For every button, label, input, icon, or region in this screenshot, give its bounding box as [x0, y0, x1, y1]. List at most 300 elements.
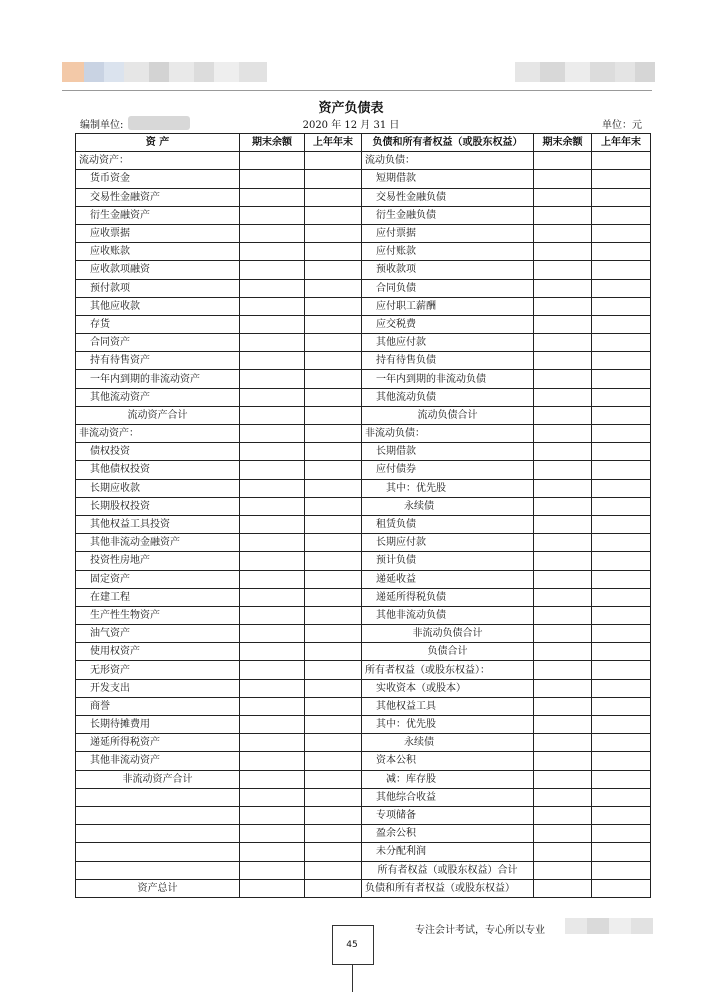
liability-item-label: 其他非流动负债 [362, 606, 534, 624]
asset-end-balance-cell [240, 261, 305, 279]
blurred-header-left [62, 62, 267, 82]
asset-item-label: 存货 [76, 315, 240, 333]
liability-prior-year-cell [592, 388, 651, 406]
asset-item-label: 合同资产 [76, 334, 240, 352]
liability-prior-year-cell [592, 716, 651, 734]
asset-item-label: 生产性生物资产 [76, 606, 240, 624]
liability-end-balance-cell [534, 661, 592, 679]
liability-end-balance-cell [534, 752, 592, 770]
table-header-row [76, 134, 651, 152]
asset-prior-year-cell [305, 497, 362, 515]
liability-end-balance-cell [534, 334, 592, 352]
asset-item-label: 资产总计 [76, 879, 240, 897]
asset-item-label [76, 825, 240, 843]
table-row [76, 679, 651, 697]
liability-item-label: 衍生金融负债 [362, 206, 534, 224]
asset-item-label: 持有待售资产 [76, 352, 240, 370]
report-date: 2020 年 12 月 31 日 [302, 120, 400, 131]
table-row [76, 534, 651, 552]
liability-end-balance-cell [534, 570, 592, 588]
asset-item-label: 无形资产 [76, 661, 240, 679]
liability-prior-year-cell [592, 425, 651, 443]
table-row [76, 479, 651, 497]
asset-end-balance-cell [240, 479, 305, 497]
liability-item-label: 未分配利润 [362, 843, 534, 861]
table-row [76, 879, 651, 897]
asset-item-label: 其他非流动金融资产 [76, 534, 240, 552]
table-row [76, 297, 651, 315]
asset-prior-year-cell [305, 279, 362, 297]
asset-item-label: 商誉 [76, 697, 240, 715]
asset-end-balance-cell [240, 461, 305, 479]
asset-end-balance-cell [240, 170, 305, 188]
liability-end-balance-cell [534, 825, 592, 843]
liability-end-balance-cell [534, 206, 592, 224]
liability-end-balance-cell [534, 315, 592, 333]
liability-prior-year-cell [592, 515, 651, 533]
asset-end-balance-cell [240, 752, 305, 770]
asset-item-label: 其他权益工具投资 [76, 515, 240, 533]
liability-prior-year-cell [592, 243, 651, 261]
liability-item-label: 长期借款 [362, 443, 534, 461]
table-row [76, 497, 651, 515]
asset-prior-year-cell [305, 479, 362, 497]
asset-item-label: 衍生金融资产 [76, 206, 240, 224]
asset-prior-year-cell [305, 752, 362, 770]
asset-end-balance-cell [240, 406, 305, 424]
liability-prior-year-cell [592, 534, 651, 552]
asset-prior-year-cell [305, 443, 362, 461]
asset-item-label: 货币资金 [76, 170, 240, 188]
asset-item-label: 应收账款 [76, 243, 240, 261]
asset-end-balance-cell [240, 443, 305, 461]
liability-prior-year-cell [592, 679, 651, 697]
liability-item-label: 专项储备 [362, 806, 534, 824]
asset-prior-year-cell [305, 588, 362, 606]
asset-prior-year-cell [305, 152, 362, 170]
liability-end-balance-cell [534, 425, 592, 443]
asset-end-balance-cell [240, 152, 305, 170]
liability-end-balance-cell [534, 697, 592, 715]
liability-prior-year-cell [592, 752, 651, 770]
asset-end-balance-cell [240, 352, 305, 370]
asset-prior-year-cell [305, 806, 362, 824]
asset-end-balance-cell [240, 679, 305, 697]
liability-item-label: 实收资本（或股本） [362, 679, 534, 697]
liability-end-balance-cell [534, 606, 592, 624]
asset-item-label [76, 861, 240, 879]
liability-end-balance-cell [534, 643, 592, 661]
table-row [76, 843, 651, 861]
liability-prior-year-cell [592, 152, 651, 170]
table-row [76, 279, 651, 297]
asset-prior-year-cell [305, 370, 362, 388]
asset-prior-year-cell [305, 879, 362, 897]
asset-prior-year-cell [305, 224, 362, 242]
asset-prior-year-cell [305, 406, 362, 424]
table-row [76, 734, 651, 752]
liability-prior-year-cell [592, 443, 651, 461]
liability-end-balance-cell [534, 152, 592, 170]
asset-end-balance-cell [240, 334, 305, 352]
asset-prior-year-cell [305, 206, 362, 224]
header-liabilities-equity: 负债和所有者权益（或股东权益） [362, 134, 534, 152]
table-row [76, 406, 651, 424]
asset-end-balance-cell [240, 843, 305, 861]
liability-prior-year-cell [592, 825, 651, 843]
page-number: 45 [346, 940, 358, 950]
liability-item-label: 盈余公积 [362, 825, 534, 843]
asset-end-balance-cell [240, 552, 305, 570]
liability-end-balance-cell [534, 679, 592, 697]
liability-prior-year-cell [592, 606, 651, 624]
asset-end-balance-cell [240, 388, 305, 406]
table-row [76, 606, 651, 624]
table-row [76, 388, 651, 406]
asset-prior-year-cell [305, 170, 362, 188]
liability-end-balance-cell [534, 279, 592, 297]
liability-end-balance-cell [534, 788, 592, 806]
table-row [76, 243, 651, 261]
liability-item-label: 流动负债： [362, 152, 534, 170]
liability-prior-year-cell [592, 661, 651, 679]
table-row [76, 825, 651, 843]
table-row [76, 261, 651, 279]
liability-item-label: 其他综合收益 [362, 788, 534, 806]
asset-end-balance-cell [240, 243, 305, 261]
asset-prior-year-cell [305, 261, 362, 279]
liability-end-balance-cell [534, 861, 592, 879]
liability-item-label: 合同负债 [362, 279, 534, 297]
liability-item-label: 交易性金融负债 [362, 188, 534, 206]
asset-end-balance-cell [240, 297, 305, 315]
liability-prior-year-cell [592, 625, 651, 643]
liability-end-balance-cell [534, 224, 592, 242]
asset-item-label: 应收款项融资 [76, 261, 240, 279]
table-row [76, 552, 651, 570]
liability-end-balance-cell [534, 534, 592, 552]
org-label: 编制单位: [80, 120, 124, 131]
asset-prior-year-cell [305, 352, 362, 370]
asset-prior-year-cell [305, 388, 362, 406]
asset-prior-year-cell [305, 461, 362, 479]
asset-prior-year-cell [305, 643, 362, 661]
asset-item-label: 其他应收款 [76, 297, 240, 315]
liability-prior-year-cell [592, 461, 651, 479]
asset-prior-year-cell [305, 788, 362, 806]
liability-end-balance-cell [534, 461, 592, 479]
table-row [76, 515, 651, 533]
liability-item-label: 持有待售负债 [362, 352, 534, 370]
liability-prior-year-cell [592, 352, 651, 370]
asset-end-balance-cell [240, 370, 305, 388]
liability-prior-year-cell [592, 188, 651, 206]
table-row [76, 352, 651, 370]
liability-item-label: 预收款项 [362, 261, 534, 279]
liability-item-label: 租赁负债 [362, 515, 534, 533]
liability-prior-year-cell [592, 479, 651, 497]
asset-item-label: 其他债权投资 [76, 461, 240, 479]
asset-item-label: 投资性房地产 [76, 552, 240, 570]
asset-prior-year-cell [305, 297, 362, 315]
asset-item-label [76, 788, 240, 806]
asset-end-balance-cell [240, 188, 305, 206]
asset-prior-year-cell [305, 606, 362, 624]
table-row [76, 224, 651, 242]
unit-label: 单位：元 [602, 120, 642, 131]
asset-item-label: 开发支出 [76, 679, 240, 697]
asset-item-label: 流动资产合计 [76, 406, 240, 424]
asset-prior-year-cell [305, 570, 362, 588]
liability-prior-year-cell [592, 588, 651, 606]
header-prior-year-end: 上年年末 [305, 134, 362, 152]
balance-sheet-table [75, 133, 651, 898]
blurred-footer-logo [565, 918, 655, 934]
asset-item-label: 其他非流动资产 [76, 752, 240, 770]
liability-item-label: 递延收益 [362, 570, 534, 588]
liability-prior-year-cell [592, 261, 651, 279]
asset-item-label: 递延所得税资产 [76, 734, 240, 752]
liability-prior-year-cell [592, 370, 651, 388]
header-rule [62, 90, 652, 91]
liability-item-label: 永续债 [362, 734, 534, 752]
asset-end-balance-cell [240, 625, 305, 643]
liability-end-balance-cell [534, 843, 592, 861]
liability-end-balance-cell [534, 588, 592, 606]
table-row [76, 570, 651, 588]
asset-prior-year-cell [305, 534, 362, 552]
table-row [76, 315, 651, 333]
table-row [76, 152, 651, 170]
liability-prior-year-cell [592, 770, 651, 788]
header-prior-year-end: 上年年末 [592, 134, 651, 152]
liability-end-balance-cell [534, 879, 592, 897]
asset-item-label: 在建工程 [76, 588, 240, 606]
liability-prior-year-cell [592, 861, 651, 879]
table-row [76, 643, 651, 661]
liability-prior-year-cell [592, 806, 651, 824]
blurred-header-right [515, 62, 655, 82]
asset-prior-year-cell [305, 625, 362, 643]
asset-end-balance-cell [240, 770, 305, 788]
asset-end-balance-cell [240, 534, 305, 552]
liability-item-label: 应交税费 [362, 315, 534, 333]
liability-prior-year-cell [592, 697, 651, 715]
asset-prior-year-cell [305, 825, 362, 843]
asset-item-label: 交易性金融资产 [76, 188, 240, 206]
liability-prior-year-cell [592, 734, 651, 752]
footer-slogan: 专注会计考试，专心所以专业 [415, 925, 545, 936]
liability-end-balance-cell [534, 297, 592, 315]
liability-end-balance-cell [534, 261, 592, 279]
liability-end-balance-cell [534, 734, 592, 752]
asset-item-label: 长期应收款 [76, 479, 240, 497]
table-row [76, 770, 651, 788]
liability-item-label: 应付职工薪酬 [362, 297, 534, 315]
liability-prior-year-cell [592, 206, 651, 224]
liability-end-balance-cell [534, 370, 592, 388]
liability-prior-year-cell [592, 297, 651, 315]
table-row [76, 588, 651, 606]
asset-end-balance-cell [240, 224, 305, 242]
liability-end-balance-cell [534, 443, 592, 461]
asset-end-balance-cell [240, 606, 305, 624]
liability-item-label: 应付债券 [362, 461, 534, 479]
liability-end-balance-cell [534, 806, 592, 824]
asset-prior-year-cell [305, 661, 362, 679]
liability-prior-year-cell [592, 224, 651, 242]
liability-item-label: 减：库存股 [362, 770, 534, 788]
asset-prior-year-cell [305, 679, 362, 697]
asset-prior-year-cell [305, 734, 362, 752]
liability-item-label: 其他权益工具 [362, 697, 534, 715]
liability-item-label: 负债合计 [362, 643, 534, 661]
table-row [76, 806, 651, 824]
liability-end-balance-cell [534, 352, 592, 370]
liability-item-label: 负债和所有者权益（或股东权益） [362, 879, 534, 897]
table-row [76, 625, 651, 643]
header-end-balance: 期末余额 [240, 134, 305, 152]
asset-prior-year-cell [305, 843, 362, 861]
liability-end-balance-cell [534, 497, 592, 515]
asset-end-balance-cell [240, 825, 305, 843]
table-row [76, 788, 651, 806]
liability-prior-year-cell [592, 334, 651, 352]
asset-end-balance-cell [240, 588, 305, 606]
asset-item-label [76, 843, 240, 861]
liability-prior-year-cell [592, 497, 651, 515]
asset-end-balance-cell [240, 279, 305, 297]
asset-prior-year-cell [305, 334, 362, 352]
asset-item-label [76, 806, 240, 824]
asset-item-label: 固定资产 [76, 570, 240, 588]
liability-prior-year-cell [592, 643, 651, 661]
liability-item-label: 流动负债合计 [362, 406, 534, 424]
liability-item-label: 长期应付款 [362, 534, 534, 552]
header-end-balance: 期末余额 [534, 134, 592, 152]
asset-prior-year-cell [305, 770, 362, 788]
liability-end-balance-cell [534, 716, 592, 734]
asset-prior-year-cell [305, 697, 362, 715]
liability-end-balance-cell [534, 770, 592, 788]
liability-end-balance-cell [534, 552, 592, 570]
liability-end-balance-cell [534, 479, 592, 497]
asset-item-label: 油气资产 [76, 625, 240, 643]
liability-item-label: 预计负债 [362, 552, 534, 570]
liability-end-balance-cell [534, 188, 592, 206]
asset-end-balance-cell [240, 661, 305, 679]
asset-item-label: 应收票据 [76, 224, 240, 242]
liability-end-balance-cell [534, 515, 592, 533]
asset-item-label: 非流动资产合计 [76, 770, 240, 788]
liability-item-label: 短期借款 [362, 170, 534, 188]
asset-prior-year-cell [305, 716, 362, 734]
asset-prior-year-cell [305, 315, 362, 333]
table-row [76, 443, 651, 461]
liability-item-label: 应付账款 [362, 243, 534, 261]
header-assets: 资 产 [76, 134, 240, 152]
liability-item-label: 所有者权益（或股东权益）合计 [362, 861, 534, 879]
liability-prior-year-cell [592, 570, 651, 588]
asset-prior-year-cell [305, 425, 362, 443]
liability-item-label: 非流动负债合计 [362, 625, 534, 643]
liability-prior-year-cell [592, 406, 651, 424]
table-row [76, 697, 651, 715]
table-row [76, 170, 651, 188]
asset-item-label: 长期股权投资 [76, 497, 240, 515]
table-row [76, 425, 651, 443]
asset-end-balance-cell [240, 806, 305, 824]
asset-item-label: 使用权资产 [76, 643, 240, 661]
liability-item-label: 其中：优先股 [362, 716, 534, 734]
liability-prior-year-cell [592, 788, 651, 806]
asset-end-balance-cell [240, 497, 305, 515]
asset-end-balance-cell [240, 788, 305, 806]
asset-end-balance-cell [240, 643, 305, 661]
asset-end-balance-cell [240, 734, 305, 752]
asset-end-balance-cell [240, 515, 305, 533]
liability-item-label: 一年内到期的非流动负债 [362, 370, 534, 388]
liability-item-label: 永续债 [362, 497, 534, 515]
liability-end-balance-cell [534, 170, 592, 188]
asset-prior-year-cell [305, 861, 362, 879]
liability-item-label: 非流动负债： [362, 425, 534, 443]
asset-item-label: 一年内到期的非流动资产 [76, 370, 240, 388]
table-row [76, 206, 651, 224]
liability-prior-year-cell [592, 170, 651, 188]
asset-end-balance-cell [240, 861, 305, 879]
table-row [76, 188, 651, 206]
asset-prior-year-cell [305, 552, 362, 570]
liability-item-label: 其他应付款 [362, 334, 534, 352]
asset-prior-year-cell [305, 243, 362, 261]
liability-end-balance-cell [534, 243, 592, 261]
liability-item-label: 资本公积 [362, 752, 534, 770]
table-row [76, 661, 651, 679]
table-row [76, 861, 651, 879]
liability-item-label: 其中：优先股 [362, 479, 534, 497]
table-row [76, 461, 651, 479]
asset-item-label: 预付款项 [76, 279, 240, 297]
page-marker-line [352, 964, 353, 992]
asset-end-balance-cell [240, 879, 305, 897]
asset-end-balance-cell [240, 206, 305, 224]
liability-item-label: 应付票据 [362, 224, 534, 242]
liability-item-label: 递延所得税负债 [362, 588, 534, 606]
asset-item-label: 非流动资产： [76, 425, 240, 443]
liability-prior-year-cell [592, 279, 651, 297]
liability-prior-year-cell [592, 552, 651, 570]
liability-item-label: 其他流动负债 [362, 388, 534, 406]
asset-item-label: 债权投资 [76, 443, 240, 461]
liability-end-balance-cell [534, 625, 592, 643]
asset-end-balance-cell [240, 697, 305, 715]
page-title: 资产负债表 [318, 101, 384, 116]
liability-item-label: 所有者权益（或股东权益）： [362, 661, 534, 679]
asset-prior-year-cell [305, 515, 362, 533]
asset-prior-year-cell [305, 188, 362, 206]
asset-item-label: 其他流动资产 [76, 388, 240, 406]
asset-end-balance-cell [240, 315, 305, 333]
table-row [76, 370, 651, 388]
asset-end-balance-cell [240, 570, 305, 588]
liability-prior-year-cell [592, 879, 651, 897]
liability-end-balance-cell [534, 406, 592, 424]
table-row [76, 752, 651, 770]
asset-item-label: 长期待摊费用 [76, 716, 240, 734]
table-row [76, 716, 651, 734]
asset-item-label: 流动资产： [76, 152, 240, 170]
